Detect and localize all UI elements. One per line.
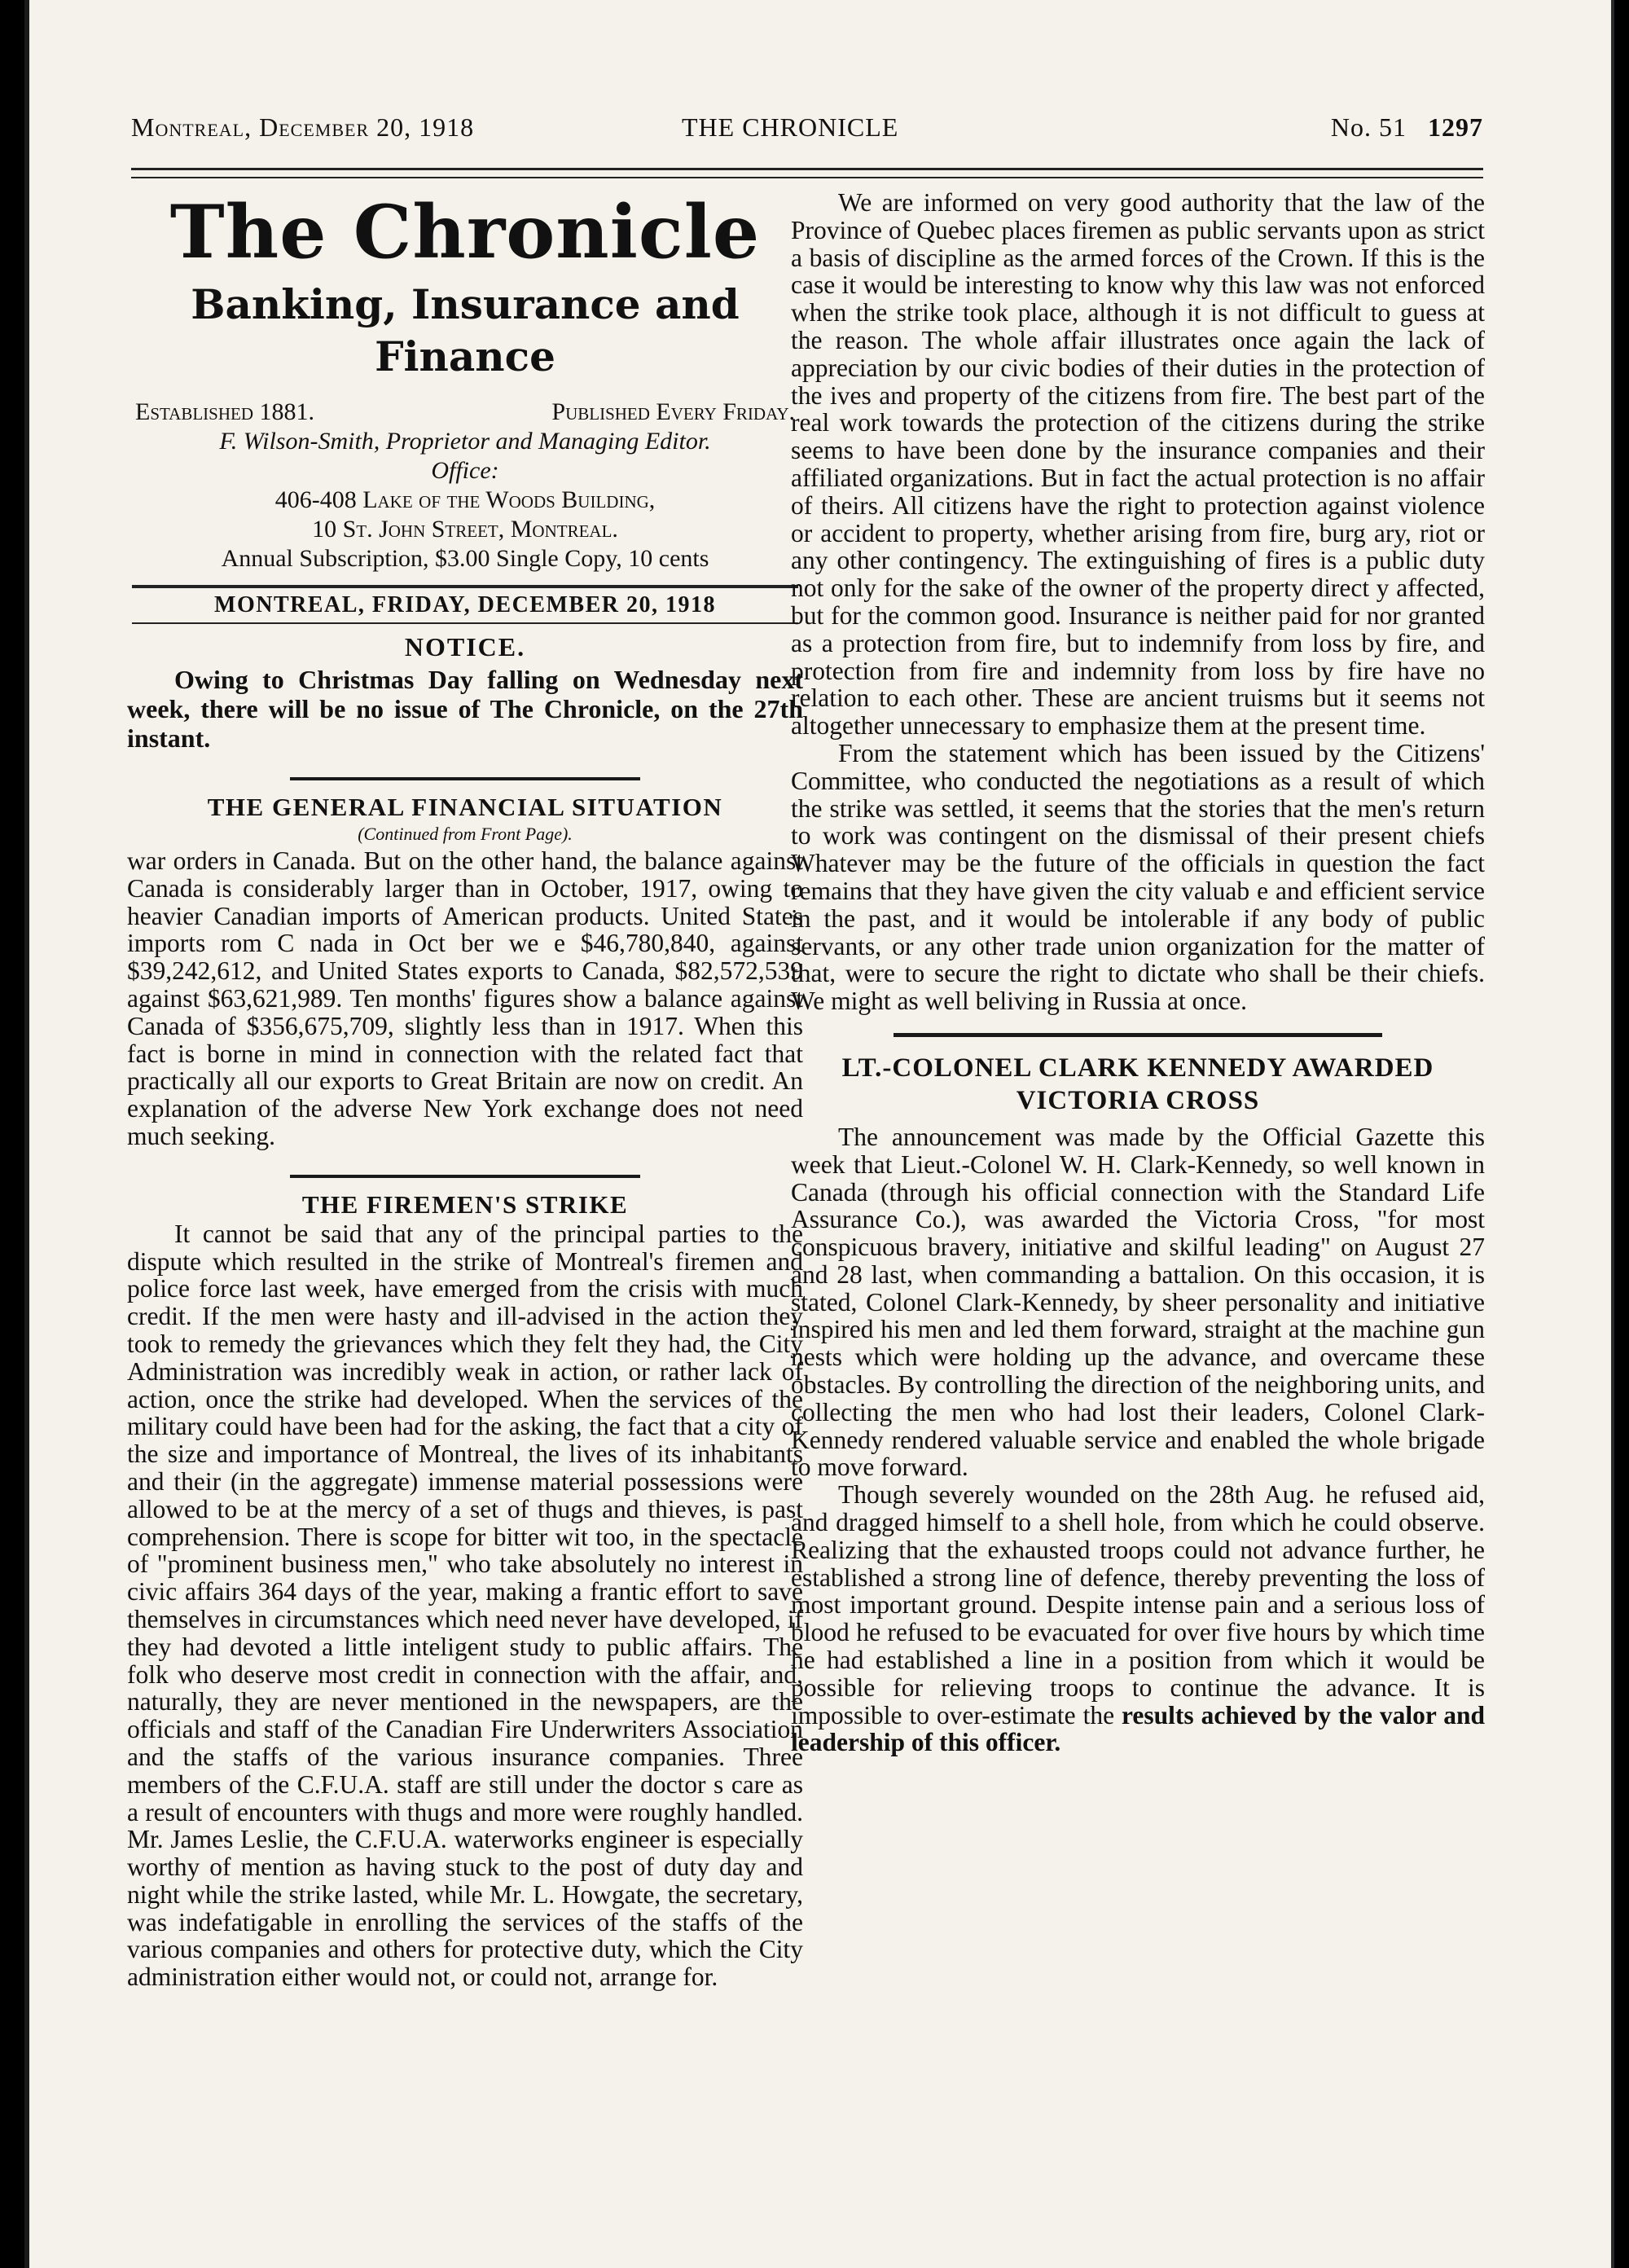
running-head-title: THE CHRONICLE [682,112,899,142]
dateline-rule-bottom [132,622,798,624]
left-column [127,189,803,1991]
kennedy-paragraph-text: Though severely wounded on the 28th Aug. he refused aid, and dragged himself to a shell hole, from which he could observe. Realizing that the exhausted troops could not advance further, he established a strong line of defence, thereby preventing the loss of most important ground. Despite intense pain and a serious loss of blood he refused to be evacuated for over five hours by which time he had established a line in a position from which it would be possible for relieving troops to continue the advance. It is impossible to over-estimate the [791,1480,1485,1730]
newspaper-page [24,0,1614,2268]
running-head-date: Montreal, December 20, 1918 [131,112,475,142]
masthead-info-row [127,398,803,427]
issue-number: No. 51 [1330,112,1407,142]
kennedy-closing: results achieved by the valor and leadership of this officer. [791,1700,1485,1757]
page-number: 1297 [1428,112,1483,142]
firemen-paragraph: From the statement which has been issued by the Citizens' Committee, who conducted the negotiations as a result of which the strike was settled, it seems that the stories that the men's return to work was contingent on the dismissal of their present chiefs Whatever may be the future of the officials in question the fact remains that they have given the city valuab e and efficient service in the past, and it would be intolerable if any body of public servants, or any other trade union organization for the matter of that, were to secure the right to dictate who shall be their chiefs. We might as well beliving in Russia at once. [791,738,1485,1016]
firemen-paragraph: It cannot be said that any of the principal parties to the dispute which resulted in the strike of Montreal's firemen and police force last week, have emerged from the crisis with much credit. If the men were hasty and ill-advised in the action they took to remedy the grievances which they felt they had, the City Administration was incredibly weak in action, or rather lack of action, once the strike had developed. When the services of the military could have been had for the asking, the fact that a city of the size and importance of Montreal, the lives of its inhabitants and their (in the aggregate) immense material possessions were allowed to be at the mercy of a set of thugs and thieves, is past comprehension. There is scope for bitter wit too, in the spectacle of "prominent business men," who take absolutely no interest in civic affairs 364 days of the year, making a frantic effort to save themselves in circumstances which need never have developed, if they had devoted a little inteligent study to public affairs. The folk who deserve most credit in connection with the affair, and, naturally, they are never mentioned in the newspapers, are the officials and staff of the Canadian Fire Underwriters Association and the staffs of the various insurance companies. Three members of the C.F.U.A. staff are still under the doctor s care as a result of encounters with thugs and more were roughly handled. Mr. James Leslie, the C.F.U.A. waterworks engineer is especially worthy of mention as having stuck to the post of duty day and night while the strike lasted, while Mr. L. Howgate, the secretary, was indefatigable in enrolling the services of the staffs of the various companies and others for protective duty, which the City administration either would not, or could not, arrange for. [127,1219,803,1992]
masthead-title: The Chronicle [169,189,761,275]
masthead-subtitle: Banking, Insurance and Finance [191,280,740,380]
subscription-line: Annual Subscription, $3.00 Single Copy, 10 cents [221,545,709,572]
established-text: Established 1881. [135,398,314,425]
header-rule [131,168,1483,178]
dateline: MONTREAL, FRIDAY, DECEMBER 20, 1918 [214,592,716,618]
office-label-line [127,456,803,486]
running-head-issue [1331,112,1483,143]
section-divider [894,1033,1382,1037]
kennedy-heading [791,1052,1485,1117]
notice-heading: NOTICE. [404,632,526,662]
published-text: Published Every Friday. [551,398,795,425]
notice-body: Owing to Christmas Day falling on Wednesday next week, there will be no issue of The Chronicle, on the 27th instant. [127,665,803,753]
editor-text: F. Wilson-Smith, Proprietor and Managing Editor. [219,428,711,455]
financial-subheading: (Continued from Front Page). [358,824,573,844]
running-head [131,112,1483,161]
kennedy-paragraph: The announcement was made by the Official Gazette this week that Lieut.-Colonel W. H. Clark-Kennedy, so well known in Canada (through his official connection with the Standard Life Assurance Co.), was awarded the Victoria Cross, "for most conspicuous bravery, initiative and skilful leading" on August 27 and 28 last, when commanding a battalion. On this occasion, it is stated, Colonel Clark-Kennedy, by sheer personality and initiative inspired his men and led them forward, straight at the machine gun nests which were holding up the advance, and overcame these obstacles. By controlling the direction of the neighboring units, and collecting the men who had lost their leaders, Colonel Clark-Kennedy rendered valuable service and enabled the whole brigade to move forward. [791,1122,1485,1482]
firemen-paragraph: We are informed on very good authority that the law of the Province of Quebec places firemen as public servants upon as strict a basis of discipline as the armed forces of the Crown. If this is the case it would be interesting to know why this law was not enforced when the strike took place, although it is not difficult to guess at the reason. The whole affair illustrates once again the lack of appreciation by our civic bodies of their duties in the protection of the ives and property of the citizens from fire. The best part of the real work towards the protection of the citizens during the strike seems to have been done by the insurance companies and their affiliated organizations. But in fact the actual protection is no affair of theirs. All citizens have the right to protection against violence or accident to property, whether arising from fire, burg ary, riot or any other contingency. The extinguishing of fires is a public duty not only for the sake of the owner of the property direct y affected, but for the common good. Insurance is neither paid for nor granted as a protection from fire, but to indemnify from loss by fire, and protection from fire and indemnity from loss by fire have no relation to each other. These are ancient truisms but it seems not altogether unnecessary to emphasize them at the present time. [791,188,1485,741]
kennedy-heading-line: VICTORIA CROSS [1016,1085,1260,1115]
financial-body: war orders in Canada. But on the other hand, the balance against Canada is considerably larger than in October, 1917, owing to heavier Canadian imports of American products. United States imports rom C nada in Oct ber we e $46,780,840, against $39,242,612, and United States exports to Canada, $82,572,539 against $63,621,989. Ten months' figures show a balance against Canada of $356,675,709, slightly less than in 1917. When this fact is borne in mind in connection with the related fact that practically all our exports to Great Britain are now on credit. An explanation of the adverse New York exchange does not need much seeking. [127,846,803,1150]
kennedy-paragraph [791,1481,1485,1756]
section-divider [290,777,640,780]
office-label: Office: [431,457,499,484]
financial-heading: THE GENERAL FINANCIAL SITUATION [207,793,723,821]
right-column [791,189,1485,1756]
address-line-2: 10 St. John Street, Montreal. [312,516,618,543]
kennedy-heading-line: LT.-COLONEL CLARK KENNEDY AWARDED [841,1053,1434,1083]
section-divider [290,1175,640,1178]
firemen-heading: THE FIREMEN'S STRIKE [301,1189,629,1219]
address-line-1: 406-408 Lake of the Woods Building, [274,486,656,513]
editor-line [127,427,803,456]
dateline-rule-top [132,585,798,588]
